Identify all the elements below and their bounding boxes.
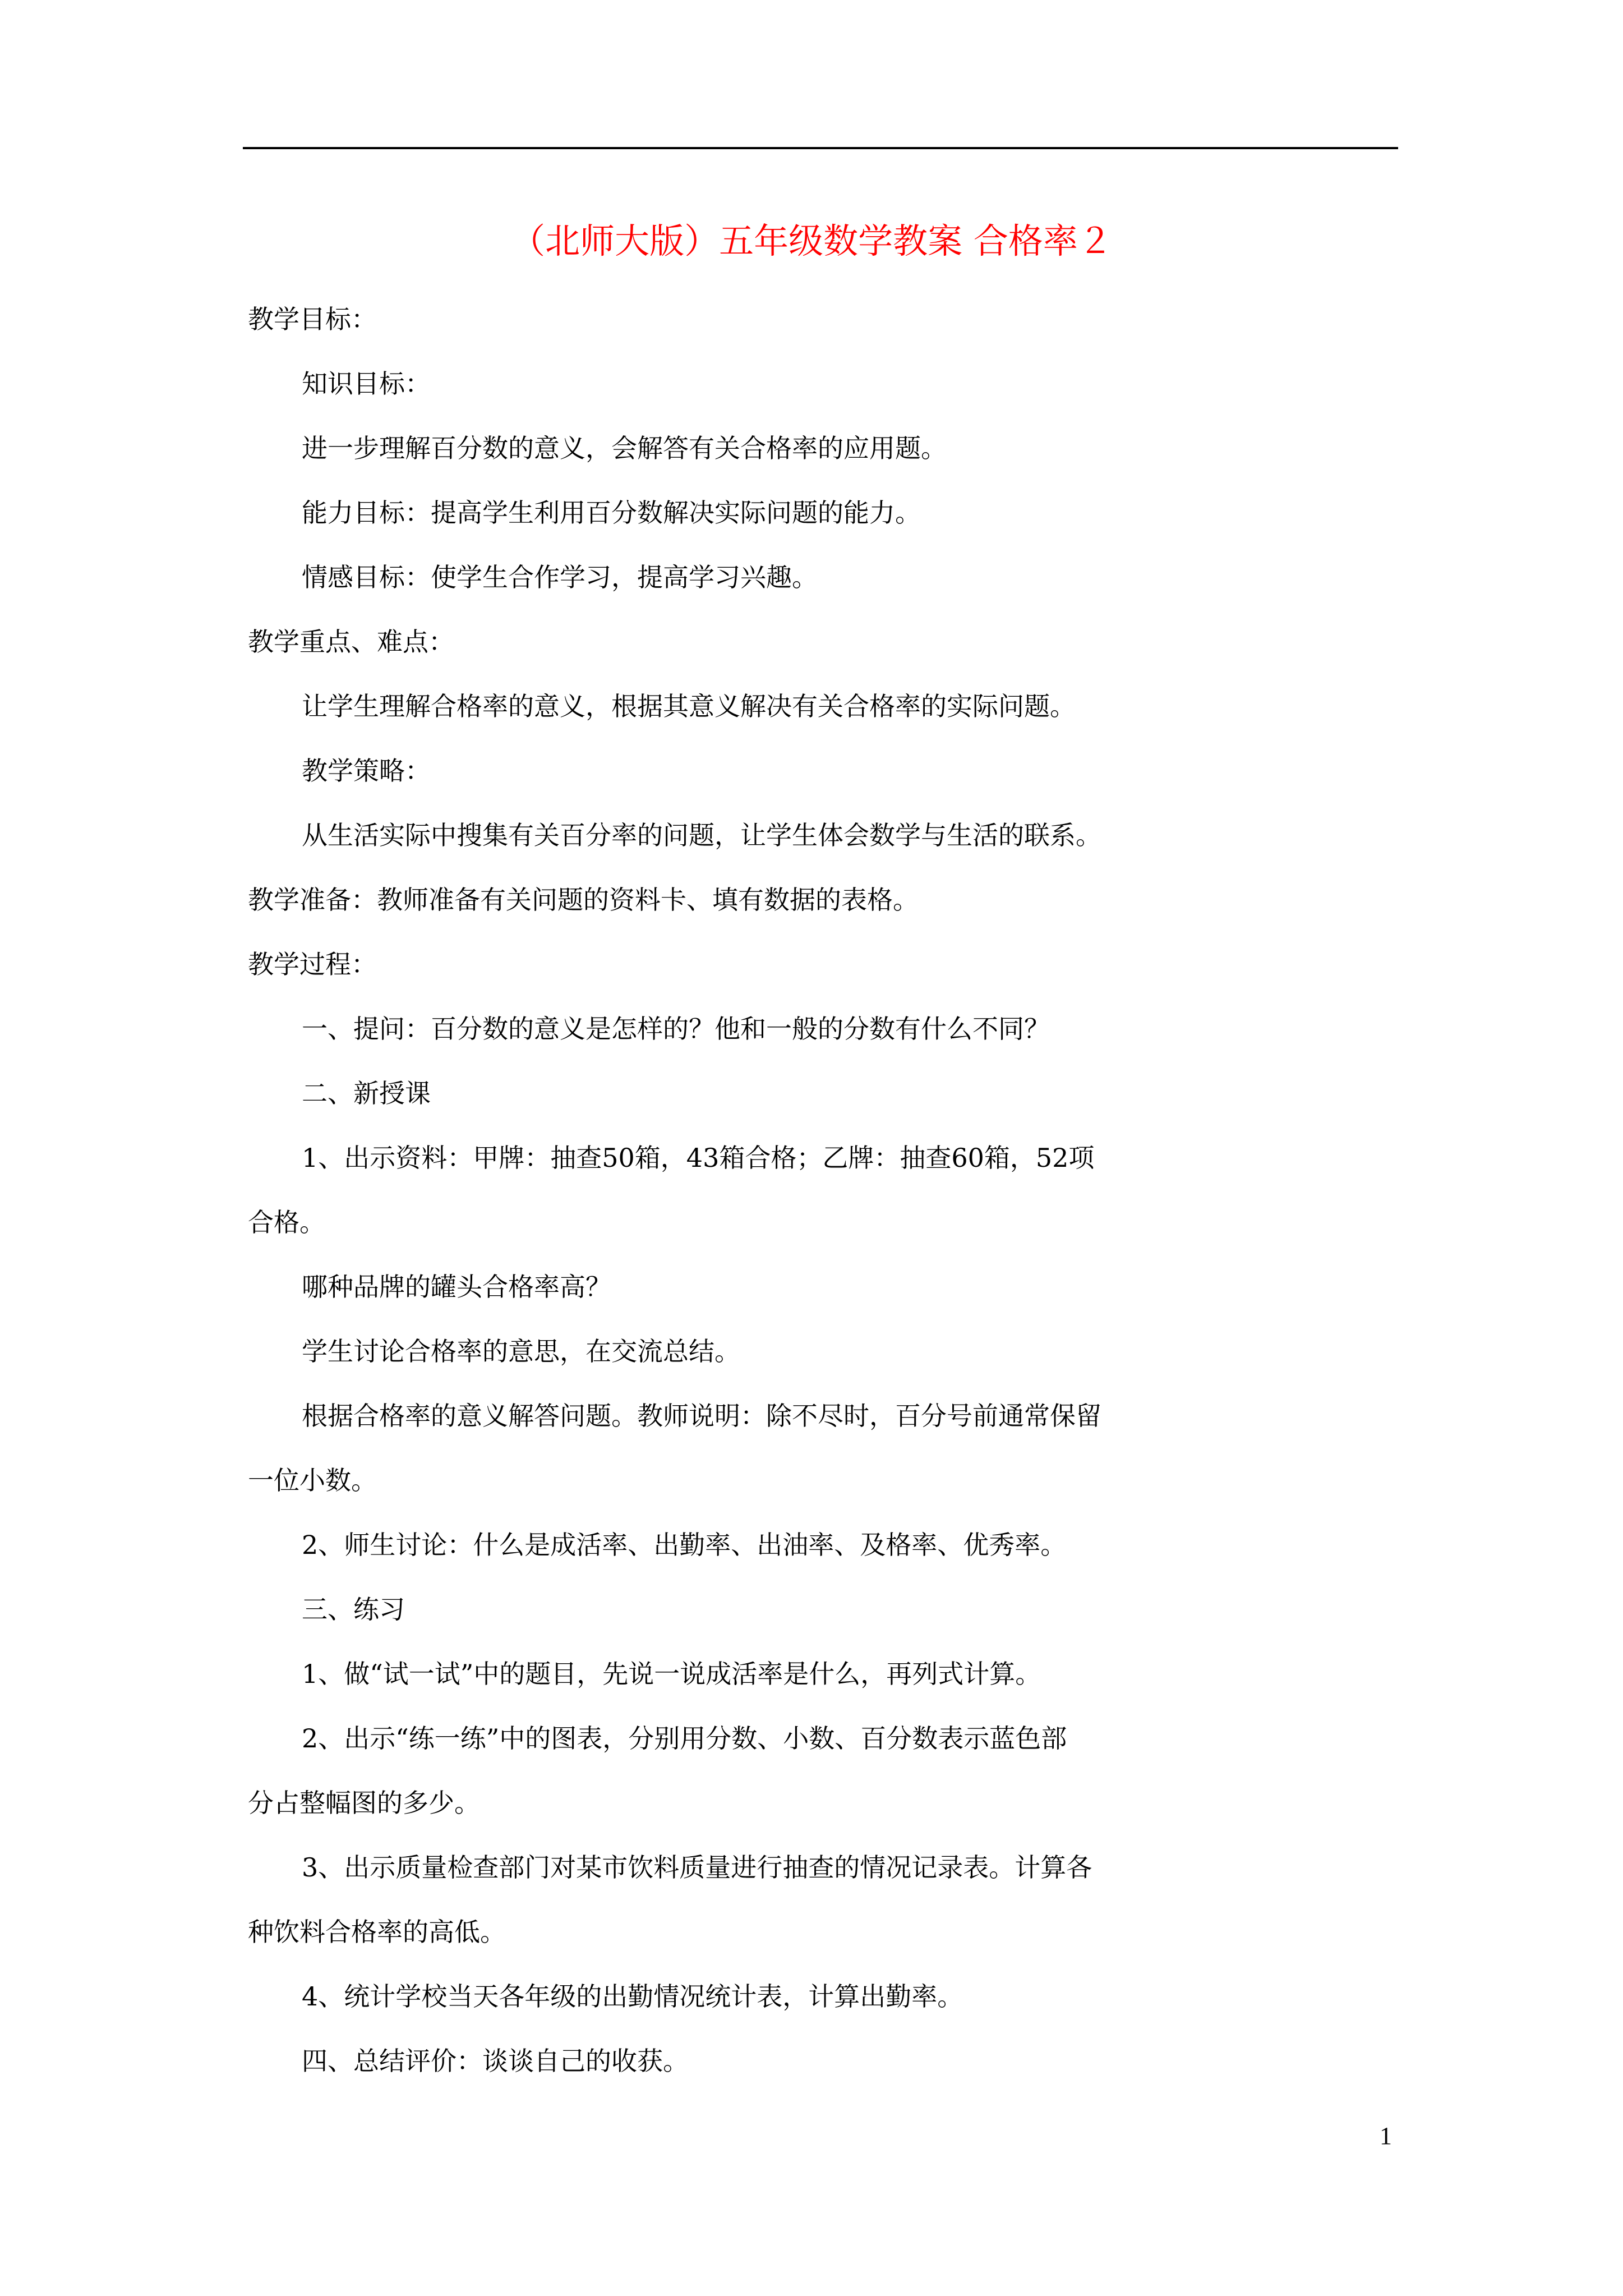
paragraph-discussion: 学生讨论合格率的意思，在交流总结。 (302, 1336, 740, 1366)
paragraph-key-points: 让学生理解合格率的意义，根据其意义解决有关合格率的实际问题。 (302, 691, 1076, 721)
section-heading-process: 教学过程： (248, 949, 377, 979)
paragraph-emotion-goal: 情感目标：使学生合作学习，提高学习兴趣。 (302, 562, 818, 592)
document-title: （北师大版）五年级数学教案 合格率２ (510, 220, 1113, 261)
paragraph-material-1-cont: 合格。 (248, 1207, 325, 1237)
paragraph-practice-3: 3、出示质量检查部门对某市饮料质量进行抽查的情况记录表。计算各 (302, 1852, 1092, 1883)
paragraph-knowledge-goal: 进一步理解百分数的意义，会解答有关合格率的应用题。 (302, 433, 947, 463)
section-heading-objectives: 教学目标： (248, 304, 377, 334)
paragraph-practice-2-cont: 分占整幅图的多少。 (248, 1788, 480, 1818)
paragraph-question: 一、提问：百分数的意义是怎样的？他和一般的分数有什么不同？ (302, 1014, 1050, 1044)
paragraph-rates-discussion: 2、师生讨论：什么是成活率、出勤率、出油率、及格率、优秀率。 (302, 1530, 1067, 1560)
paragraph-answer-cont: 一位小数。 (248, 1465, 377, 1496)
paragraph-practice-1: 1、做“试一试”中的题目，先说一说成活率是什么，再列式计算。 (302, 1659, 1041, 1689)
paragraph-answer: 根据合格率的意义解答问题。教师说明：除不尽时，百分号前通常保留 (302, 1401, 1101, 1431)
paragraph-knowledge-goal-label: 知识目标： (302, 369, 431, 399)
paragraph-new-lesson: 二、新授课 (302, 1078, 431, 1108)
header-rule (243, 147, 1398, 149)
paragraph-ability-goal: 能力目标：提高学生利用百分数解决实际问题的能力。 (302, 498, 921, 528)
paragraph-strategy-label: 教学策略： (302, 756, 431, 786)
section-heading-preparation: 教学准备：教师准备有关问题的资料卡、填有数据的表格。 (248, 885, 919, 915)
paragraph-practice-4: 4、统计学校当天各年级的出勤情况统计表，计算出勤率。 (302, 1981, 963, 2012)
section-heading-key-points: 教学重点、难点： (248, 627, 454, 657)
paragraph-summary: 四、总结评价：谈谈自己的收获。 (302, 2046, 689, 2076)
page-number: 1 (1380, 2122, 1392, 2150)
paragraph-practice-3-cont: 种饮料合格率的高低。 (248, 1917, 506, 1947)
paragraph-which-brand: 哪种品牌的罐头合格率高？ (302, 1272, 611, 1302)
paragraph-practice: 三、练习 (302, 1594, 405, 1625)
paragraph-strategy: 从生活实际中搜集有关百分率的问题，让学生体会数学与生活的联系。 (302, 820, 1101, 850)
paragraph-practice-2: 2、出示“练一练”中的图表，分别用分数、小数、百分数表示蓝色部 (302, 1723, 1067, 1754)
paragraph-material-1: 1、出示资料：甲牌：抽查50箱，43箱合格；乙牌：抽查60箱，52项 (302, 1143, 1095, 1173)
